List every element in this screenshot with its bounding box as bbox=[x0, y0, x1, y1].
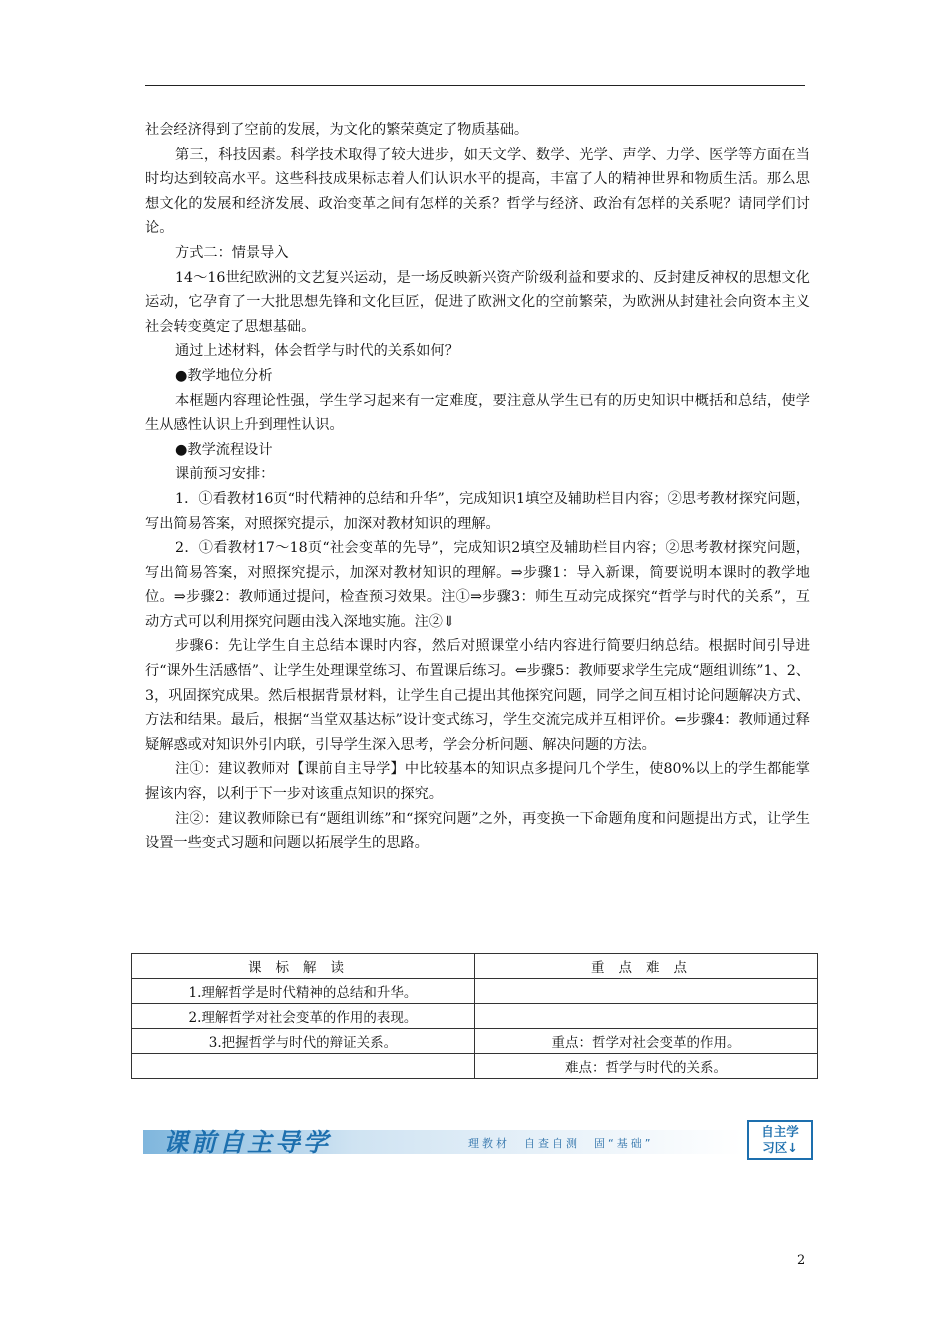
page-number: 2 bbox=[797, 1253, 806, 1268]
table-cell bbox=[132, 1054, 475, 1079]
paragraph: 课前预习安排： bbox=[175, 466, 275, 483]
table-header-cell: 重点难点 bbox=[475, 954, 818, 979]
table-row bbox=[132, 1029, 818, 1054]
header-rule bbox=[145, 85, 805, 86]
table-cell bbox=[475, 979, 818, 1004]
table-header-row bbox=[132, 954, 818, 979]
paragraph: 1．①看教材16页“时代精神的总结和升华”，完成知识1填空及辅助栏目内容；②思考教材探究问题，写出简易答案，对照探究提示，加深对教材知识的理解。 bbox=[145, 490, 810, 532]
paragraph: 步骤6：先让学生自主总结本课时内容，然后对照课堂小结内容进行简要归纳总结。根据时间引导进行“课外生活感悟”、让学生处理课堂练习、布置课后练习。⇐步骤5：教师要求学生完成“题组训练”1、2、3，巩固探究成果。然后根据背景材料，让学生自己提出其他探究问题，同学之间互相讨论问题解决方式、方法和结果。最后，根据“当堂双基达标”设计变式练习，学生交流完成并互相评价。⇐步骤4：教师通过释疑解惑或对知识外引内联，引导学生深入思考，学会分析问题、解决问题的方法。 bbox=[145, 638, 810, 753]
self-study-badge bbox=[747, 1120, 813, 1160]
table-cell: 难点：哲学与时代的关系。 bbox=[475, 1054, 818, 1079]
banner-title: 课前自主导学 bbox=[163, 1128, 332, 1157]
table-row bbox=[132, 979, 818, 1004]
table-header-cell: 课标解读 bbox=[132, 954, 475, 979]
badge-line: 习区↓ bbox=[762, 1140, 798, 1155]
curriculum-table bbox=[131, 953, 818, 1079]
paragraph: 社会经济得到了空前的发展，为文化的繁荣奠定了物质基础。 bbox=[145, 122, 529, 138]
section-banner bbox=[143, 1120, 815, 1162]
paragraph: ●教学地位分析 bbox=[175, 367, 273, 384]
body-text bbox=[145, 118, 810, 856]
paragraph: 方式二：情景导入 bbox=[175, 244, 289, 261]
badge-line: 自主学 bbox=[761, 1124, 799, 1139]
banner-subtitle: 理教材 自查自测 固“基础” bbox=[468, 1137, 654, 1150]
table-cell bbox=[475, 1004, 818, 1029]
paragraph: 本框题内容理论性强，学生学习起来有一定难度，要注意从学生已有的历史知识中概括和总结，使学生从感性认识上升到理性认识。 bbox=[145, 392, 810, 434]
paragraph: 第三，科技因素。科学技术取得了较大进步，如天文学、数学、光学、声学、力学、医学等方面在当时均达到较高水平。这些科技成果标志着人们认识水平的提高，丰富了人的精神世界和物质生活。那么思想文化的发展和经济发展、政治变革之间有怎样的关系？哲学与经济、政治有怎样的关系呢？请同学们讨论。 bbox=[145, 146, 810, 237]
paragraph: 通过上述材料，体会哲学与时代的关系如何？ bbox=[175, 343, 459, 360]
paragraph: 2．①看教材17～18页“社会变革的先导”，完成知识2填空及辅助栏目内容；②思考教材探究问题，写出简易答案，对照探究提示，加深对教材知识的理解。⇒步骤1：导入新课，简要说明本课时的教学地位。⇒步骤2：教师通过提问，检查预习效果。注①⇒步骤3：师生互动完成探究“哲学与时代的关系”，互动方式可以利用探究问题由浅入深地实施。注②⇓ bbox=[145, 540, 810, 630]
paragraph: 注②：建议教师除已有“题组训练”和“探究问题”之外，再变换一下命题角度和问题提出方式，让学生设置一些变式习题和问题以拓展学生的思路。 bbox=[145, 810, 810, 852]
paragraph: 注①：建议教师对【课前自主导学】中比较基本的知识点多提问几个学生，使80%以上的学生都能掌握该内容，以利于下一步对该重点知识的探究。 bbox=[145, 761, 810, 803]
table-cell: 1.理解哲学是时代精神的总结和升华。 bbox=[132, 979, 475, 1004]
table-row bbox=[132, 1004, 818, 1029]
paragraph: ●教学流程设计 bbox=[175, 441, 273, 458]
paragraph: 14～16世纪欧洲的文艺复兴运动，是一场反映新兴资产阶级利益和要求的、反封建反神权的思想文化运动，它孕育了一大批思想先锋和文化巨匠，促进了欧洲文化的空前繁荣，为欧洲从封建社会向资本主义社会转变奠定了思想基础。 bbox=[145, 269, 810, 335]
table-cell: 3.把握哲学与时代的辩证关系。 bbox=[132, 1029, 475, 1054]
table-cell: 重点：哲学对社会变革的作用。 bbox=[475, 1029, 818, 1054]
table-row bbox=[132, 1054, 818, 1079]
table-cell: 2.理解哲学对社会变革的作用的表现。 bbox=[132, 1004, 475, 1029]
